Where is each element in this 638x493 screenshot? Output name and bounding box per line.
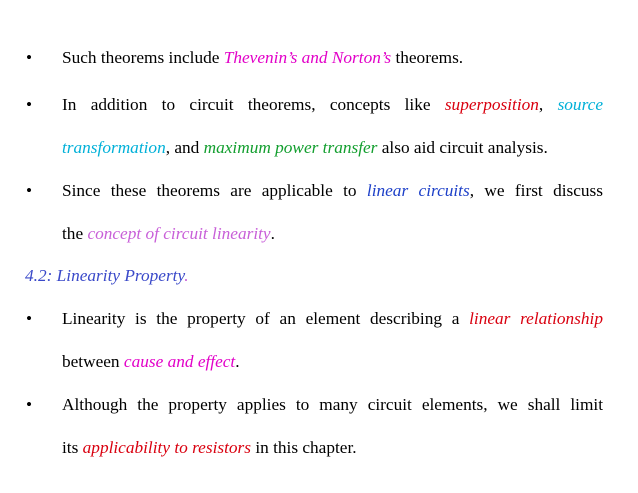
section-heading-text: 4.2: Linearity Property [25,266,185,285]
bullet-4-line-2 [62,351,603,373]
bullet-1-highlight-theorems: Thevenin’s and Norton’s [223,48,392,67]
bullet-2-highlight-superposition: superposition [444,95,539,114]
section-heading-period: . [184,266,189,285]
bullet-2-comma: , [538,95,558,114]
bullet-1-line-1 [62,47,603,69]
bullet-5-line-1 [62,394,603,416]
bullet-5-highlight-resistors: applicability to resistors [82,438,251,457]
bullet-2-text-end: also aid circuit analysis. [377,138,548,157]
bullet-4-text-between: between [62,352,124,371]
bullet-2-text: In addition to circuit theorems, concepts like [62,95,445,114]
bullet-2-highlight-transformation: transformation [62,138,166,157]
bullet-2-highlight-source: source [557,95,603,114]
bullet-3-marker: • [26,181,33,200]
bullet-3-highlight-linearity: concept of circuit linearity [87,224,271,243]
bullet-3-text-the: the [62,224,88,243]
bullet-4-highlight-linear-relationship: linear relationship [469,309,603,328]
bullet-4-line-1 [62,308,603,330]
bullet-4-period: . [235,352,240,371]
bullet-2-marker: • [26,95,33,114]
bullet-3-highlight-linear-circuits: linear circuits [366,181,470,200]
bullet-1-text: Such theorems include [62,48,224,67]
bullet-4-text: Linearity is the property of an element describing a [62,309,470,328]
bullet-3-period: . [270,224,275,243]
section-heading [25,265,189,287]
bullet-3-line-2 [62,223,603,245]
bullet-1-marker: • [26,48,33,67]
bullet-3-text-end: , we first discuss [469,181,604,200]
bullet-4-marker: • [26,309,33,328]
bullet-3-line-1 [62,180,603,202]
bullet-5-text-its: its [62,438,83,457]
bullet-2-line-1 [62,94,603,116]
bullet-2-line-2 [62,137,603,159]
bullet-4-highlight-cause-effect: cause and effect [123,352,236,371]
bullet-5-line-2 [62,437,603,459]
bullet-1-text-end: theorems. [391,48,464,67]
bullet-2-text-and: , and [165,138,204,157]
bullet-5-marker: • [26,395,33,414]
bullet-3-text: Since these theorems are applicable to [62,181,367,200]
bullet-5-text: Although the property applies to many circuit elements, we shall limit [62,395,603,414]
bullet-5-text-end: in this chapter. [251,438,357,457]
bullet-2-highlight-max-power: maximum power transfer [203,138,378,157]
